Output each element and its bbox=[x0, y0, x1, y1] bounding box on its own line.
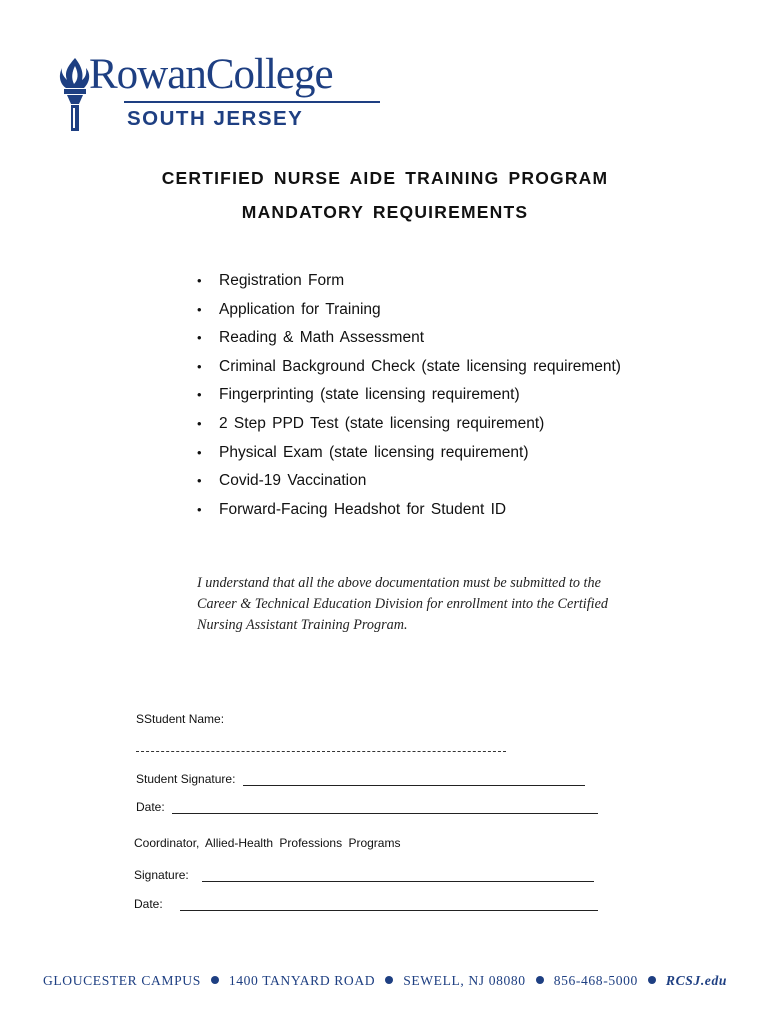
list-item: • Registration Form bbox=[197, 272, 345, 289]
coordinator-signature-field[interactable] bbox=[202, 881, 594, 882]
student-signature-label: Student Signature: bbox=[136, 772, 236, 786]
footer-phone: 856-468-5000 bbox=[553, 973, 638, 988]
separator-dot-icon bbox=[211, 976, 219, 984]
list-item: • Criminal Background Check (state licensing requirement) bbox=[197, 357, 621, 375]
bullet-icon: • bbox=[197, 501, 202, 517]
student-name-label: SStudent Name: bbox=[136, 712, 225, 726]
footer-street: 1400 TANYARD ROAD bbox=[228, 973, 376, 988]
logo-brand-text: RowanCollege bbox=[89, 51, 333, 98]
list-item: • Application for Training bbox=[197, 300, 381, 318]
bullet-icon: • bbox=[197, 330, 202, 346]
bullet-icon: • bbox=[197, 387, 202, 403]
bullet-icon: • bbox=[197, 415, 202, 431]
date-field[interactable] bbox=[172, 813, 598, 814]
list-item: • 2 Step PPD Test (state licensing requirement) bbox=[197, 414, 545, 432]
separator-dot-icon bbox=[385, 976, 393, 984]
coordinator-date-label: Date: bbox=[134, 897, 163, 911]
student-signature-field[interactable] bbox=[243, 785, 585, 786]
college-logo bbox=[58, 51, 388, 136]
footer-city: SEWELL, NJ 08080 bbox=[403, 973, 526, 988]
coordinator-label: Coordinator, Allied-Health Professions Programs bbox=[134, 836, 401, 850]
torch-icon bbox=[58, 56, 92, 134]
separator-dot-icon bbox=[536, 976, 544, 984]
student-name-field[interactable] bbox=[136, 751, 506, 752]
bullet-icon: • bbox=[197, 444, 202, 460]
coordinator-date-field[interactable] bbox=[180, 910, 598, 911]
list-item: • Fingerprinting (state licensing requirement) bbox=[197, 386, 520, 404]
list-item: • Forward-Facing Headshot for Student ID bbox=[197, 500, 507, 518]
acknowledgement-statement: I understand that all the above documentation must be submitted to the Career & Technical Education Division for enrollment into the Certified Nursing Assistant Training Program. bbox=[197, 575, 608, 633]
requirements-list bbox=[197, 271, 621, 528]
list-item: • Physical Exam (state licensing requirement) bbox=[197, 443, 529, 461]
separator-dot-icon bbox=[648, 976, 656, 984]
bullet-icon: • bbox=[197, 301, 202, 317]
coordinator-signature-label: Signature: bbox=[134, 868, 189, 882]
footer-campus: GLOUCESTER CAMPUS bbox=[42, 973, 201, 988]
list-item: • Reading & Math Assessment bbox=[197, 329, 425, 347]
bullet-icon: • bbox=[197, 273, 202, 288]
program-title: CERTIFIED NURSE AIDE TRAINING PROGRAM bbox=[161, 168, 609, 188]
bullet-icon: • bbox=[197, 358, 202, 374]
footer-website-link[interactable]: RCSJ.edu bbox=[665, 973, 728, 988]
logo-divider bbox=[124, 101, 380, 103]
list-item: • Covid-19 Vaccination bbox=[197, 472, 367, 490]
requirements-heading: MANDATORY REQUIREMENTS bbox=[241, 202, 529, 222]
footer-address bbox=[0, 973, 770, 989]
bullet-icon: • bbox=[197, 473, 202, 489]
logo-subtitle: SOUTH JERSEY bbox=[127, 107, 304, 130]
date-label: Date: bbox=[136, 800, 165, 814]
